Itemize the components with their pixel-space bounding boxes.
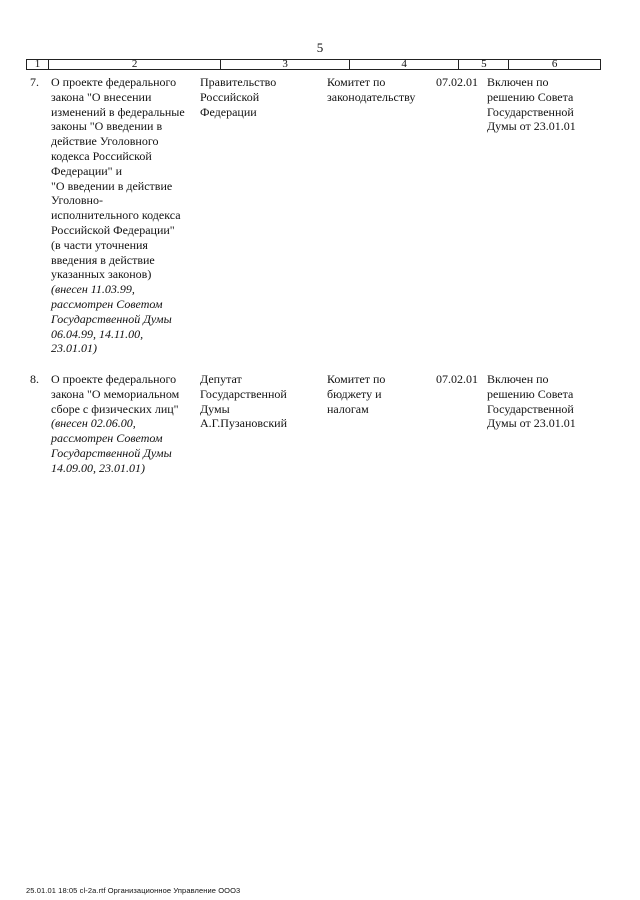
text-line: введения в действие: [51, 252, 155, 267]
text-line: рассмотрен Советом: [51, 431, 163, 446]
bill-note: [51, 282, 223, 356]
text-line: законы "О введении в: [51, 119, 163, 134]
text-line: кодекса Российской: [51, 148, 152, 163]
text-line: изменений в федеральные: [51, 104, 185, 119]
text-line: Российской Федерации": [51, 222, 175, 237]
text-line: (в части уточнения: [51, 237, 148, 252]
review-date: 07.02.01: [436, 372, 478, 386]
page-number: 5: [316, 40, 324, 55]
text-line: закона "О внесении: [51, 89, 152, 104]
text-line: решению Совета: [487, 386, 574, 401]
initiator-text: [200, 372, 328, 431]
committee-text: [327, 372, 437, 416]
decision: [487, 75, 603, 134]
text-line: налогам: [327, 401, 369, 416]
row-number: 7.: [30, 75, 39, 89]
text-line: О проекте федерального: [51, 75, 177, 89]
text-line: закона "О мемориальном: [51, 386, 180, 401]
text-line: указанных законов): [51, 267, 152, 282]
text-line: действие Уголовного: [51, 134, 159, 149]
text-line: Государственной Думы: [51, 445, 172, 460]
header-col-6: 6: [551, 58, 558, 70]
decision: [487, 372, 603, 431]
text-line: рассмотрен Советом: [51, 296, 163, 311]
initiator-text: [200, 75, 328, 119]
committee-text: [327, 75, 437, 105]
document-footer: 25.01.01 18:05 cl-2a.rtf Организационное Управление ООО3: [26, 886, 241, 895]
text-line: Комитет по: [327, 372, 386, 386]
text-line: бюджету и: [327, 386, 382, 401]
text-line: О проекте федерального: [51, 372, 177, 386]
initiator: [200, 75, 328, 119]
committee: [327, 372, 437, 416]
text-line: "О введении в действие: [51, 178, 173, 193]
initiator: [200, 372, 328, 431]
bill-title-text: [51, 372, 223, 416]
committee: [327, 75, 437, 105]
table-header: [26, 59, 601, 70]
bill-title-text: [51, 75, 223, 282]
header-col-1: 1: [27, 60, 49, 69]
text-line: решению Совета: [487, 89, 574, 104]
text-line: законодательству: [327, 89, 416, 104]
header-col-3: 3: [221, 60, 350, 69]
text-line: Государственной: [487, 104, 574, 119]
review-date: 07.02.01: [436, 75, 478, 89]
text-line: Федерации: [200, 104, 257, 119]
text-line: сборе с физических лиц": [51, 401, 179, 416]
text-line: 23.01.01): [51, 341, 97, 356]
text-line: Включен по: [487, 75, 549, 89]
text-line: Комитет по: [327, 75, 386, 89]
text-line: Уголовно-: [51, 193, 103, 208]
text-line: (внесен 02.06.00,: [51, 416, 136, 431]
text-line: Государственной Думы: [51, 311, 172, 326]
header-col-4: 4: [350, 60, 460, 69]
text-line: 14.09.00, 23.01.01): [51, 460, 145, 475]
bill-title: [51, 372, 223, 476]
text-line: Думы: [200, 401, 230, 416]
text-line: Российской: [200, 89, 260, 104]
decision-text: [487, 372, 603, 431]
text-line: Включен по: [487, 372, 549, 386]
bill-title: [51, 75, 223, 356]
text-line: А.Г.Пузановский: [200, 416, 287, 431]
text-line: Правительство: [200, 75, 277, 89]
row-number: 8.: [30, 372, 39, 386]
text-line: исполнительного кодекса: [51, 208, 181, 223]
header-col-5: 5: [459, 60, 509, 69]
text-line: Государственной: [487, 401, 574, 416]
text-line: (внесен 11.03.99,: [51, 282, 135, 297]
text-line: Депутат: [200, 372, 242, 386]
text-line: Думы от 23.01.01: [487, 119, 576, 134]
text-line: Думы от 23.01.01: [487, 416, 576, 431]
text-line: Федерации" и: [51, 163, 122, 178]
bill-note: [51, 416, 223, 475]
text-line: 06.04.99, 14.11.00,: [51, 326, 144, 341]
header-col-2: 2: [49, 60, 221, 69]
decision-text: [487, 75, 603, 134]
text-line: Государственной: [200, 386, 287, 401]
